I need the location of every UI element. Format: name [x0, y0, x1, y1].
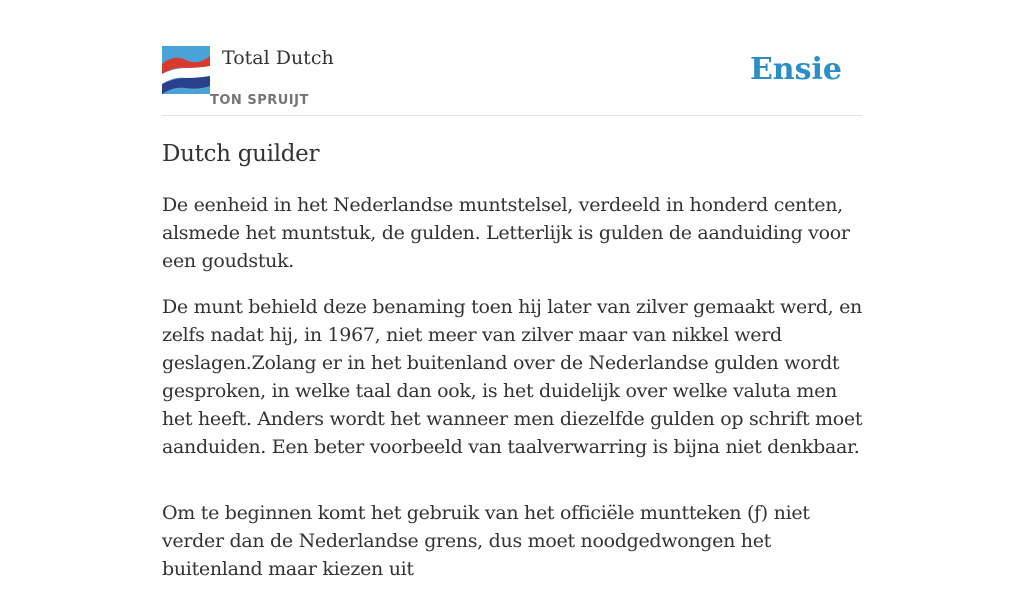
- avatar[interactable]: [162, 46, 210, 94]
- article-paragraph: Om te beginnen komt het gebruik van het officiële muntteken (ƒ) niet verder dan de Nederlandse grens, dus moet noodgedwongen het buitenland maar kiezen uit: [162, 502, 810, 580]
- article-paragraph: De eenheid in het Nederlandse muntstelsel, verdeeld in honderd centen, alsmede het muntstuk, de gulden. Letterlijk is gulden de aanduiding voor een goudstuk.: [162, 194, 850, 272]
- header-divider: [162, 115, 862, 116]
- article-title: Dutch guilder: [162, 141, 320, 167]
- site-title[interactable]: Total Dutch: [222, 47, 334, 69]
- dutch-flag-icon: [162, 46, 210, 94]
- author-name[interactable]: TON SPRUIJT: [210, 93, 309, 108]
- article: [162, 138, 864, 601]
- brand-logo[interactable]: Ensie: [749, 52, 842, 87]
- header: [162, 46, 862, 116]
- article-paragraph: De munt behield deze benaming toen hij later van zilver gemaakt werd, en zelfs nadat hij, in 1967, niet meer van zilver maar van nikkel werd geslagen.Zolang er in het buitenland over de Nederlandse gulden wordt gesproken, in welke taal dan ook, is het duidelijk over welke valuta men het heeft. Anders wordt het wanneer men diezelfde gulden op schrift moet aanduiden. Een beter voorbeeld van taalverwarring is bijna niet denkbaar.: [162, 296, 863, 458]
